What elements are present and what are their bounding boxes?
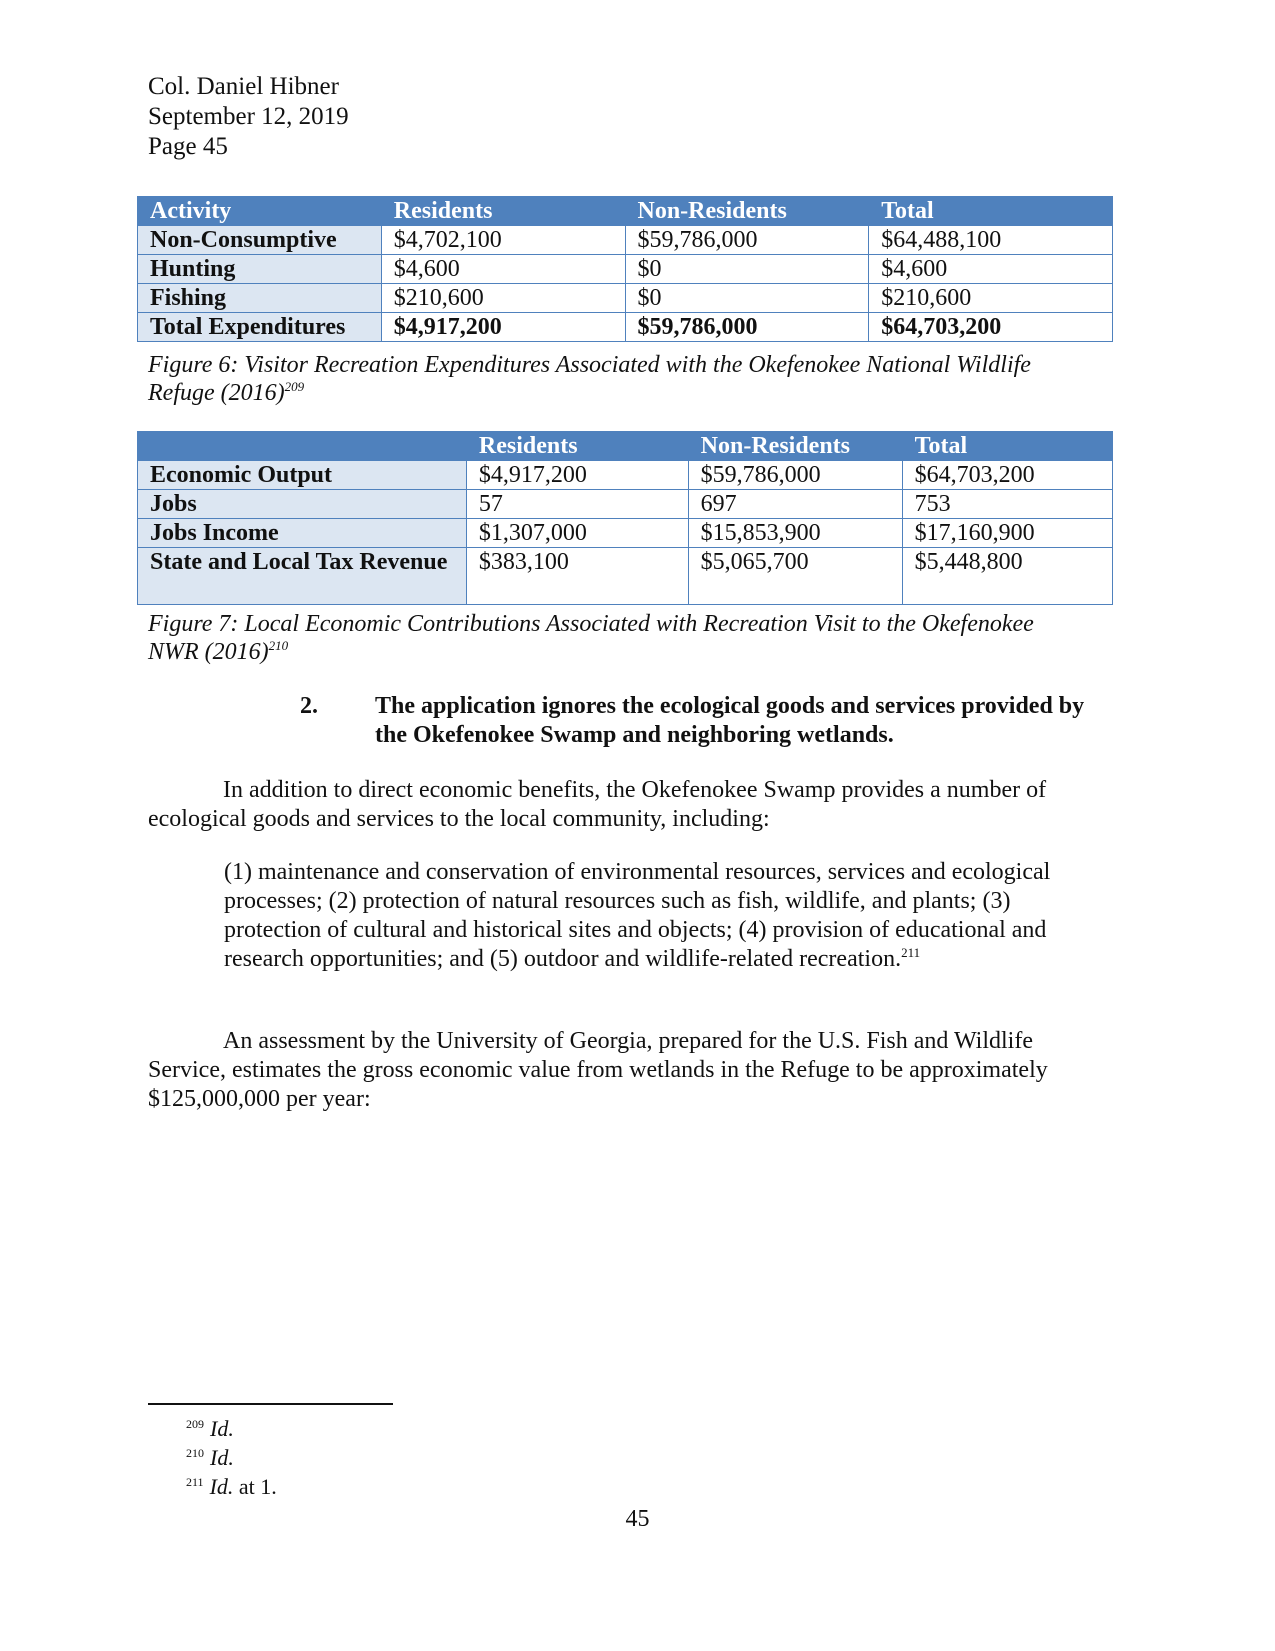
- page-number: 45: [625, 1506, 650, 1532]
- row-label: Jobs Income: [138, 519, 467, 548]
- figure-6-caption: [148, 351, 1031, 407]
- table-cell: $210,600: [869, 284, 1113, 313]
- caption-line: Refuge $(2016)^{209}$: [148, 379, 305, 406]
- table-row: [138, 490, 1113, 519]
- table-cell: $64,703,200: [902, 461, 1112, 490]
- column-header: Non-Residents: [625, 197, 869, 226]
- table-cell: $4,600: [381, 255, 625, 284]
- body-paragraph: In addition to direct economic benefits, the Okefenokee Swamp provides a number of ecological goods and services to the local community, including:: [148, 777, 1047, 832]
- table-cell: $4,917,200: [466, 461, 688, 490]
- section-number: 2.: [300, 693, 318, 719]
- footnote: $^{209}$ Id.: [186, 1416, 234, 1441]
- body-paragraph: An assessment by the University of Georgia, prepared for the U.S. Fish and Wildlife Service, estimates the gross economic value from wetlands in the Refuge to be approximately $125,000,000 per year:: [148, 1028, 1048, 1112]
- table-row: [138, 461, 1113, 490]
- block-quote: (1) maintenance and conservation of environmental resources, services and ecological processes; (2) protection of natural resources such as fish, wildlife, and plants; (3) protection of cultural and historical sites and objects; (4) provision of educational and research opportunities; and (5) outdoor and wildlife-related recreation.$^{211}$: [224, 859, 1051, 972]
- table-cell: $64,703,200: [869, 313, 1113, 342]
- row-label: State and Local Tax Revenue: [138, 548, 467, 605]
- table-cell: $59,786,000: [688, 461, 902, 490]
- table-cell: $383,100: [466, 548, 688, 605]
- table-row: [138, 226, 1113, 255]
- table-cell: $15,853,900: [688, 519, 902, 548]
- table-cell: $0: [625, 284, 869, 313]
- table-row: [138, 548, 1113, 605]
- row-label: Hunting: [138, 255, 382, 284]
- caption-line: NWR $(2016)^{210}$: [148, 638, 289, 665]
- table-header-row: [138, 432, 1113, 461]
- column-header: Non-Residents: [688, 432, 902, 461]
- header-page-label: Page 45: [148, 133, 228, 160]
- table-row: [138, 255, 1113, 284]
- table-cell: $4,600: [869, 255, 1113, 284]
- row-label: Economic Output: [138, 461, 467, 490]
- table-cell: $4,702,100: [381, 226, 625, 255]
- table-header-row: [138, 197, 1113, 226]
- column-header: [138, 432, 467, 461]
- expenditures-table: [137, 196, 1113, 342]
- table-cell: $59,786,000: [625, 226, 869, 255]
- column-header: Total: [869, 197, 1113, 226]
- caption-line: Figure 7: Local Economic Contributions Associated with Recreation Visit to the Okefenokee: [148, 611, 1034, 637]
- table-row: [138, 284, 1113, 313]
- section-title: The application ignores the ecological goods and services provided by the Okefenokee Swamp and neighboring wetlands.: [375, 693, 1085, 748]
- table-cell: $17,160,900: [902, 519, 1112, 548]
- table-cell: 57: [466, 490, 688, 519]
- table-cell: $5,448,800: [902, 548, 1112, 605]
- footnotes: [186, 1414, 277, 1501]
- table-cell: $64,488,100: [869, 226, 1113, 255]
- column-header: Residents: [466, 432, 688, 461]
- letter-header: [148, 72, 349, 162]
- table-total-row: [138, 313, 1113, 342]
- economic-contributions-table: [137, 431, 1113, 605]
- footnote: $^{210}$ Id.: [186, 1445, 234, 1470]
- footnote: $^{211}$ Id. at 1.: [186, 1474, 277, 1499]
- table-cell: $0: [625, 255, 869, 284]
- table-cell: $210,600: [381, 284, 625, 313]
- table-row: [138, 519, 1113, 548]
- table-cell: 697: [688, 490, 902, 519]
- footnote-ref[interactable]: 211: [901, 945, 921, 960]
- footnote-separator: [148, 1403, 393, 1405]
- recipient-name: Col. Daniel Hibner: [148, 73, 339, 100]
- table-cell: $59,786,000: [625, 313, 869, 342]
- column-header: Activity: [138, 197, 382, 226]
- table-cell: $4,917,200: [381, 313, 625, 342]
- caption-line: Figure 6: Visitor Recreation Expenditures Associated with the Okefenokee National Wildlife: [148, 352, 1031, 378]
- footnote-ref[interactable]: 210: [268, 638, 289, 653]
- column-header: Total: [902, 432, 1112, 461]
- table-cell: 753: [902, 490, 1112, 519]
- table-cell: $1,307,000: [466, 519, 688, 548]
- row-label: Fishing: [138, 284, 382, 313]
- column-header: Residents: [381, 197, 625, 226]
- table-cell: $5,065,700: [688, 548, 902, 605]
- figure-7-caption: [148, 610, 1034, 666]
- footnote-ref[interactable]: 209: [284, 379, 305, 394]
- letter-date: September 12, 2019: [148, 103, 349, 130]
- row-label: Non-Consumptive: [138, 226, 382, 255]
- row-label: Jobs: [138, 490, 467, 519]
- row-label: Total Expenditures: [138, 313, 382, 342]
